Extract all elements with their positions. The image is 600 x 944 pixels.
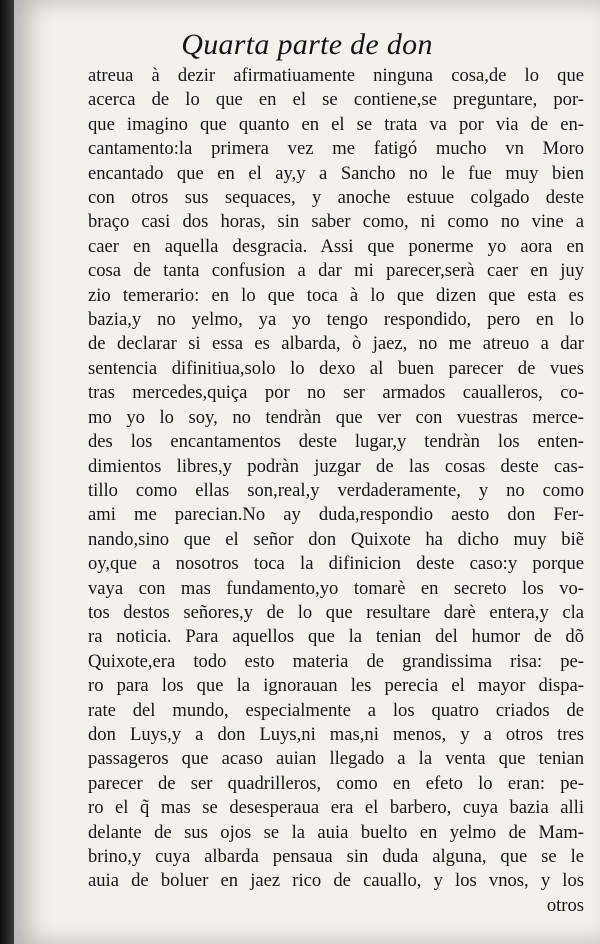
text-line: vaya con mas fundamento,yo tomarè en secreto los vo- — [88, 577, 584, 599]
text-line: don Luys,y a don Luys,ni mas,ni menos, y a otros tres — [88, 723, 584, 745]
text-line: que imagino que quanto en el se trata va por via de en- — [88, 113, 584, 135]
text-line: mo yo lo soy, no tendràn que ver con vuestras merce- — [88, 406, 584, 428]
text-line: ro para los que la ignorauan les perecia el mayor dispa- — [88, 675, 584, 697]
page-body-text — [88, 64, 584, 918]
book-gutter-shadow — [0, 0, 14, 944]
text-line: cantamento:la primera vez me fatigó mucho vn Moro — [88, 138, 584, 160]
text-line: caer en aquella desgracia. Assi que ponerme yo aora en — [88, 235, 584, 257]
text-line: cosa de tanta confusion a dar mi parecer,serà caer en juy — [88, 260, 584, 282]
text-line: sentencia difinitiua,solo lo dexo al buen parecer de vues — [88, 357, 584, 379]
catchword: otros — [546, 894, 584, 916]
text-line: oy,que a nosotros toca la difinicion deste caso:y porque — [88, 553, 584, 575]
text-line: passageros que acaso auian llegado a la venta que tenian — [88, 748, 584, 770]
text-line: tos destos señores,y de lo que resultare darè entera,y cla — [88, 601, 584, 623]
text-line: ra noticia. Para aquellos que la tenian del humor de dõ — [88, 626, 584, 648]
text-line: con otros sus sequaces, y anoche estuue colgado deste — [88, 187, 584, 209]
text-line: delante de sus ojos se la auia buelto en yelmo de Mam- — [88, 821, 584, 843]
text-line: auia de boluer en jaez rico de cauallo, y los vnos, y los — [88, 870, 584, 892]
text-line: dimientos libres,y podràn juzgar de las cosas deste cas- — [88, 455, 584, 477]
text-line: brino,y cuya albarda pensaua sin duda alguna, que se le — [88, 846, 584, 867]
text-line: atreua à dezir afirmatiuamente ninguna cosa,de lo que — [88, 65, 584, 86]
text-line: des los encantamentos deste lugar,y tendràn los enten- — [88, 431, 584, 453]
text-line: nando,sino que el señor don Quixote ha dicho muy biẽ — [88, 528, 584, 550]
text-line: de declarar si essa es albarda, ò jaez, no me atreuo a dar — [88, 333, 584, 355]
text-line: bazia,y no yelmo, ya yo tengo respondido, pero en lo — [88, 309, 584, 331]
text-line: tillo como ellas son,real,y verdaderamente, y no como — [88, 479, 584, 501]
book-page — [14, 0, 600, 944]
text-line: Quixote,era todo esto materia de grandissima risa: pe- — [88, 650, 584, 672]
text-line: parecer de ser quadrilleros, como en efeto lo eran: pe- — [88, 772, 584, 794]
text-line: rate del mundo, especialmente a los quatro criados de — [88, 699, 584, 721]
text-line: encantado que en el ay,y a Sancho no le fue muy bien — [88, 162, 584, 184]
text-line: braço casi dos horas, sin saber como, ni como no vine a — [88, 211, 584, 233]
text-line: tras mercedes,quiça por no ser armados caualleros, co- — [88, 382, 584, 404]
text-line: zio temerario: en lo que toca à lo que dizen que esta es — [88, 284, 584, 306]
running-title: Quarta parte de don — [181, 28, 433, 61]
text-line: ami me parecian.No ay duda,respondio aesto don Fer- — [88, 504, 584, 526]
text-line: acerca de lo que en el se contiene,se preguntare, por- — [88, 89, 584, 111]
text-line: ro el q̃ mas se desesperaua era el barbero, cuya bazia alli — [88, 797, 584, 819]
